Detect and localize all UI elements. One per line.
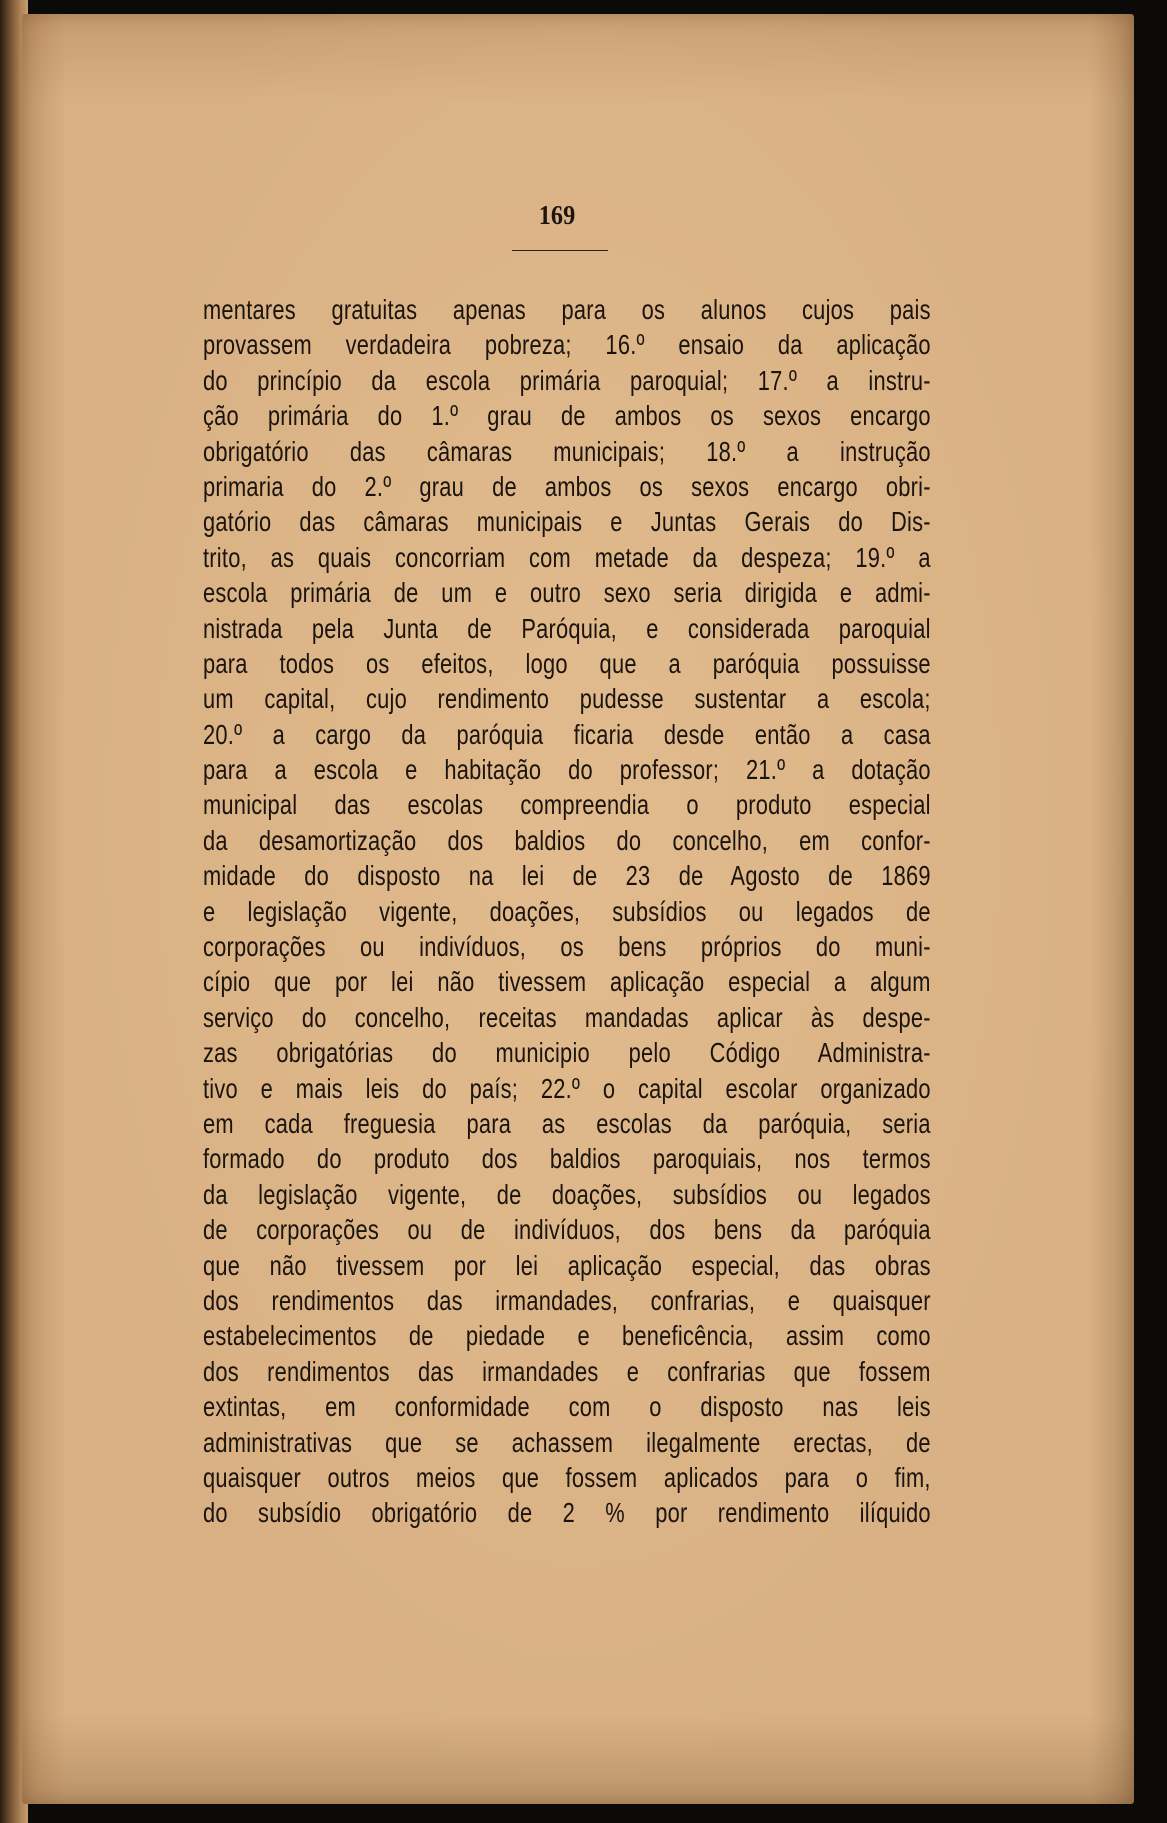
text-line: trito, as quais concorriam com metade da despeza; 19.º a bbox=[203, 541, 931, 573]
text-line: administrativas que se achassem ilegalmente erectas, de bbox=[203, 1426, 931, 1458]
text-line: serviço do concelho, receitas mandadas aplicar às despe- bbox=[203, 1001, 931, 1033]
text-line: quaisquer outros meios que fossem aplicados para o fim, bbox=[203, 1461, 931, 1493]
text-line: corporações ou indivíduos, os bens próprios do muni- bbox=[203, 931, 931, 963]
text-line: ção primária do 1.º grau de ambos os sexos encargo bbox=[203, 400, 931, 432]
header-rule bbox=[512, 250, 608, 251]
text-line: cípio que por lei não tivessem aplicação especial a algum bbox=[203, 966, 931, 998]
text-line: municipal das escolas compreendia o produto especial bbox=[203, 789, 931, 821]
text-line: mentares gratuitas apenas para os alunos cujos pais bbox=[203, 294, 931, 325]
text-line: da desamortização dos baldios do concelho, em confor- bbox=[203, 824, 931, 856]
text-line: zas obrigatórias do municipio pelo Código Administra- bbox=[203, 1037, 931, 1069]
text-line: para todos os efeitos, logo que a paróquia possuisse bbox=[203, 647, 931, 679]
text-line: primaria do 2.º grau de ambos os sexos encargo obri- bbox=[203, 470, 931, 502]
text-line: nistrada pela Junta de Paróquia, e considerada paroquial bbox=[203, 612, 931, 644]
text-line: dos rendimentos das irmandades, confrarias, e quaisquer bbox=[203, 1284, 931, 1316]
text-line: extintas, em conformidade com o disposto nas leis bbox=[203, 1391, 931, 1423]
text-line: formado do produto dos baldios paroquiais, nos termos bbox=[203, 1143, 931, 1175]
text-line: para a escola e habitação do professor; 21.º a dotação bbox=[203, 754, 931, 786]
text-line: do subsídio obrigatório de 2 % por rendimento ilíquido bbox=[203, 1497, 931, 1529]
text-line: escola primária de um e outro sexo seria dirigida e admi- bbox=[203, 577, 931, 609]
text-line: obrigatório das câmaras municipais; 18.º a instrução bbox=[203, 435, 931, 467]
text-line: que não tivessem por lei aplicação especial, das obras bbox=[203, 1249, 931, 1281]
text-line: 20.º a cargo da paróquia ficaria desde então a casa bbox=[203, 718, 931, 750]
text-line: provassem verdadeira pobreza; 16.º ensaio da aplicação bbox=[203, 329, 931, 361]
page-number: 169 bbox=[538, 200, 576, 230]
text-line: tivo e mais leis do país; 22.º o capital escolar organizado bbox=[203, 1072, 931, 1104]
text-line: um capital, cujo rendimento pudesse sustentar a escola; bbox=[203, 683, 931, 715]
body-text bbox=[203, 292, 931, 1531]
text-line: em cada freguesia para as escolas da paróquia, seria bbox=[203, 1107, 931, 1139]
text-line: gatório das câmaras municipais e Juntas Gerais do Dis- bbox=[203, 506, 931, 538]
text-line: midade do disposto na lei de 23 de Agosto de 1869 bbox=[203, 860, 931, 892]
text-line: dos rendimentos das irmandades e confrarias que fossem bbox=[203, 1355, 931, 1387]
text-line: e legislação vigente, doações, subsídios ou legados de bbox=[203, 895, 931, 927]
text-line: de corporações ou de indivíduos, dos bens da paróquia bbox=[203, 1214, 931, 1246]
text-line: da legislação vigente, de doações, subsídios ou legados bbox=[203, 1178, 931, 1210]
text-line: do princípio da escola primária paroquial; 17.º a instru- bbox=[203, 364, 931, 396]
text-line: estabelecimentos de piedade e beneficência, assim como bbox=[203, 1320, 931, 1352]
